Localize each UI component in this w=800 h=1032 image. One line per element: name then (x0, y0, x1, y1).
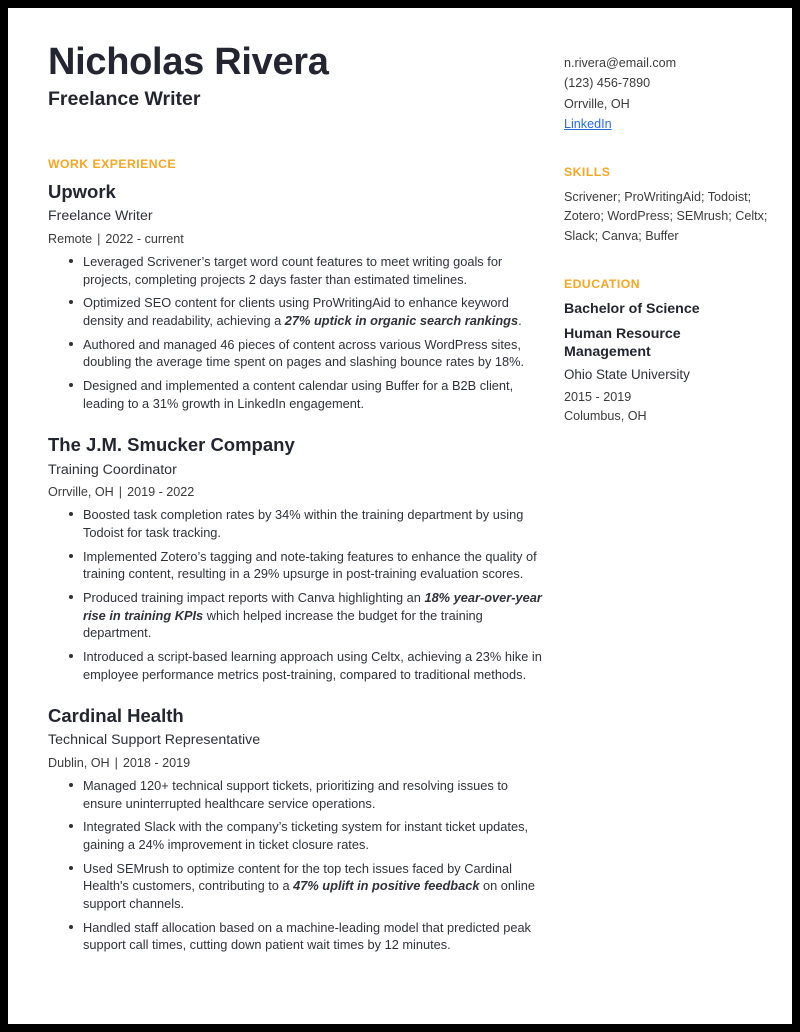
bullet-text: Leveraged Scrivener’s target word count features to meet writing goals for projects, completing projects 2 days faster than estimated timelines. (83, 254, 503, 287)
contact-email: n.rivera@email.com (564, 56, 677, 70)
job-list (48, 180, 548, 954)
job-bullet (69, 336, 548, 371)
bullet-text: Designed and implemented a content calendar using Buffer for a B2B client, leading to a 31% growth in LinkedIn engagement. (83, 378, 514, 411)
job-bullet-list (48, 253, 548, 412)
candidate-title: Freelance Writer (48, 87, 201, 110)
bullet-highlight: 47% uplift in positive feedback (293, 878, 480, 894)
resume-page (8, 8, 792, 1024)
job-role: Freelance Writer (48, 208, 153, 225)
bullet-text: on online support channels. (83, 878, 535, 912)
bullet-text: Produced training impact reports with Canva highlighting an (83, 589, 425, 605)
job-meta-separator: | (97, 231, 101, 246)
candidate-name: Nicholas Rivera (48, 41, 329, 83)
education-school: Ohio State University (564, 367, 690, 383)
education-section (564, 277, 768, 426)
job-role: Technical Support Representative (48, 732, 261, 749)
job-bullet (69, 777, 548, 812)
bullet-highlight: 27% uptick in organic search rankings (284, 313, 519, 329)
job-bullet (69, 919, 548, 954)
contact-block (564, 53, 768, 135)
job-dates: 2022 - current (105, 231, 184, 246)
bullet-text: Implemented Zotero’s tagging and note-taking features to enhance the quality of training content, resulting in a 29% upsurge in post-training evaluation scores. (83, 548, 537, 582)
resume-side-column (564, 42, 768, 426)
bullet-text: Integrated Slack with the company’s ticketing system for instant ticket updates, gaining a 24% improvement in ticket closure rates. (83, 819, 529, 853)
job-bullet-list (48, 777, 548, 954)
education-degree: Bachelor of Science (564, 301, 700, 318)
bullet-text: Optimized SEO content for clients using ProWritingAid to enhance keyword density and readability, achieving a (83, 295, 509, 329)
job-bullet (69, 589, 548, 642)
education-dates: 2015 - 2019 (564, 390, 632, 405)
skills-list: Scrivener; ProWritingAid; Todoist; Zotero; WordPress; SEMrush; Celtx; Slack; Canva; Buffer (564, 189, 768, 244)
job-entry (48, 180, 548, 412)
education-location: Columbus, OH (564, 409, 647, 424)
bullet-text: Managed 120+ technical support tickets, prioritizing and resolving issues to ensure uninterrupted healthcare service operations. (83, 778, 509, 811)
job-meta-separator: | (114, 755, 118, 770)
education-heading: EDUCATION (564, 277, 641, 292)
bullet-text: Boosted task completion rates by 34% within the training department by using Todoist for task tracking. (83, 507, 524, 540)
job-bullet (69, 294, 548, 329)
job-company: Upwork (48, 181, 116, 203)
job-bullet (69, 506, 548, 541)
resume-main-column (48, 42, 548, 954)
job-bullet (69, 648, 548, 683)
bullet-text: Used SEMrush to optimize content for the top tech issues faced by Cardinal Health's customers, contributing to a (83, 860, 512, 894)
bullet-text: Handled staff allocation based on a machine-leading model that predicted peak support call times, cutting down patient wait times by 12 minutes. (83, 919, 531, 953)
bullet-highlight: 18% year-over-year rise in training KPIs (83, 589, 542, 623)
job-bullet (69, 860, 548, 913)
job-entry (48, 704, 548, 954)
job-bullet (69, 377, 548, 412)
work-experience-heading: WORK EXPERIENCE (48, 157, 177, 172)
job-location: Remote (48, 231, 93, 246)
job-meta (48, 231, 548, 247)
skills-section (564, 165, 768, 248)
contact-location: Orrville, OH (564, 96, 630, 111)
job-bullet (69, 253, 548, 288)
contact-phone: (123) 456-7890 (564, 76, 651, 91)
education-program: Human Resource Management (564, 325, 681, 360)
job-bullet-list (48, 506, 548, 683)
job-company: The J.M. Smucker Company (48, 434, 295, 456)
skills-heading: SKILLS (564, 164, 611, 179)
bullet-text: Introduced a script-based learning approach using Celtx, achieving a 23% hike in employee performance metrics post-training, compared to traditional methods. (83, 648, 542, 682)
job-location: Orrville, OH (48, 484, 114, 499)
job-meta (48, 484, 548, 500)
job-dates: 2019 - 2022 (127, 484, 195, 499)
work-experience-section (48, 157, 548, 954)
bullet-text: . (518, 313, 522, 329)
job-dates: 2018 - 2019 (122, 755, 191, 770)
linkedin-link[interactable]: LinkedIn (564, 117, 612, 132)
job-bullet (69, 548, 548, 583)
resume-columns (48, 41, 768, 954)
job-meta (48, 755, 548, 771)
bullet-text: Authored and managed 46 pieces of content across various WordPress sites, doubling the average time spent on pages and slashing bounce rates by 18%. (83, 336, 525, 370)
bullet-text: which helped increase the budget for the training department. (83, 607, 483, 641)
job-role: Training Coordinator (48, 461, 177, 478)
job-location: Dublin, OH (48, 755, 110, 770)
job-bullet (69, 818, 548, 853)
job-meta-separator: | (118, 484, 123, 499)
job-company: Cardinal Health (48, 705, 184, 727)
job-entry (48, 433, 548, 683)
